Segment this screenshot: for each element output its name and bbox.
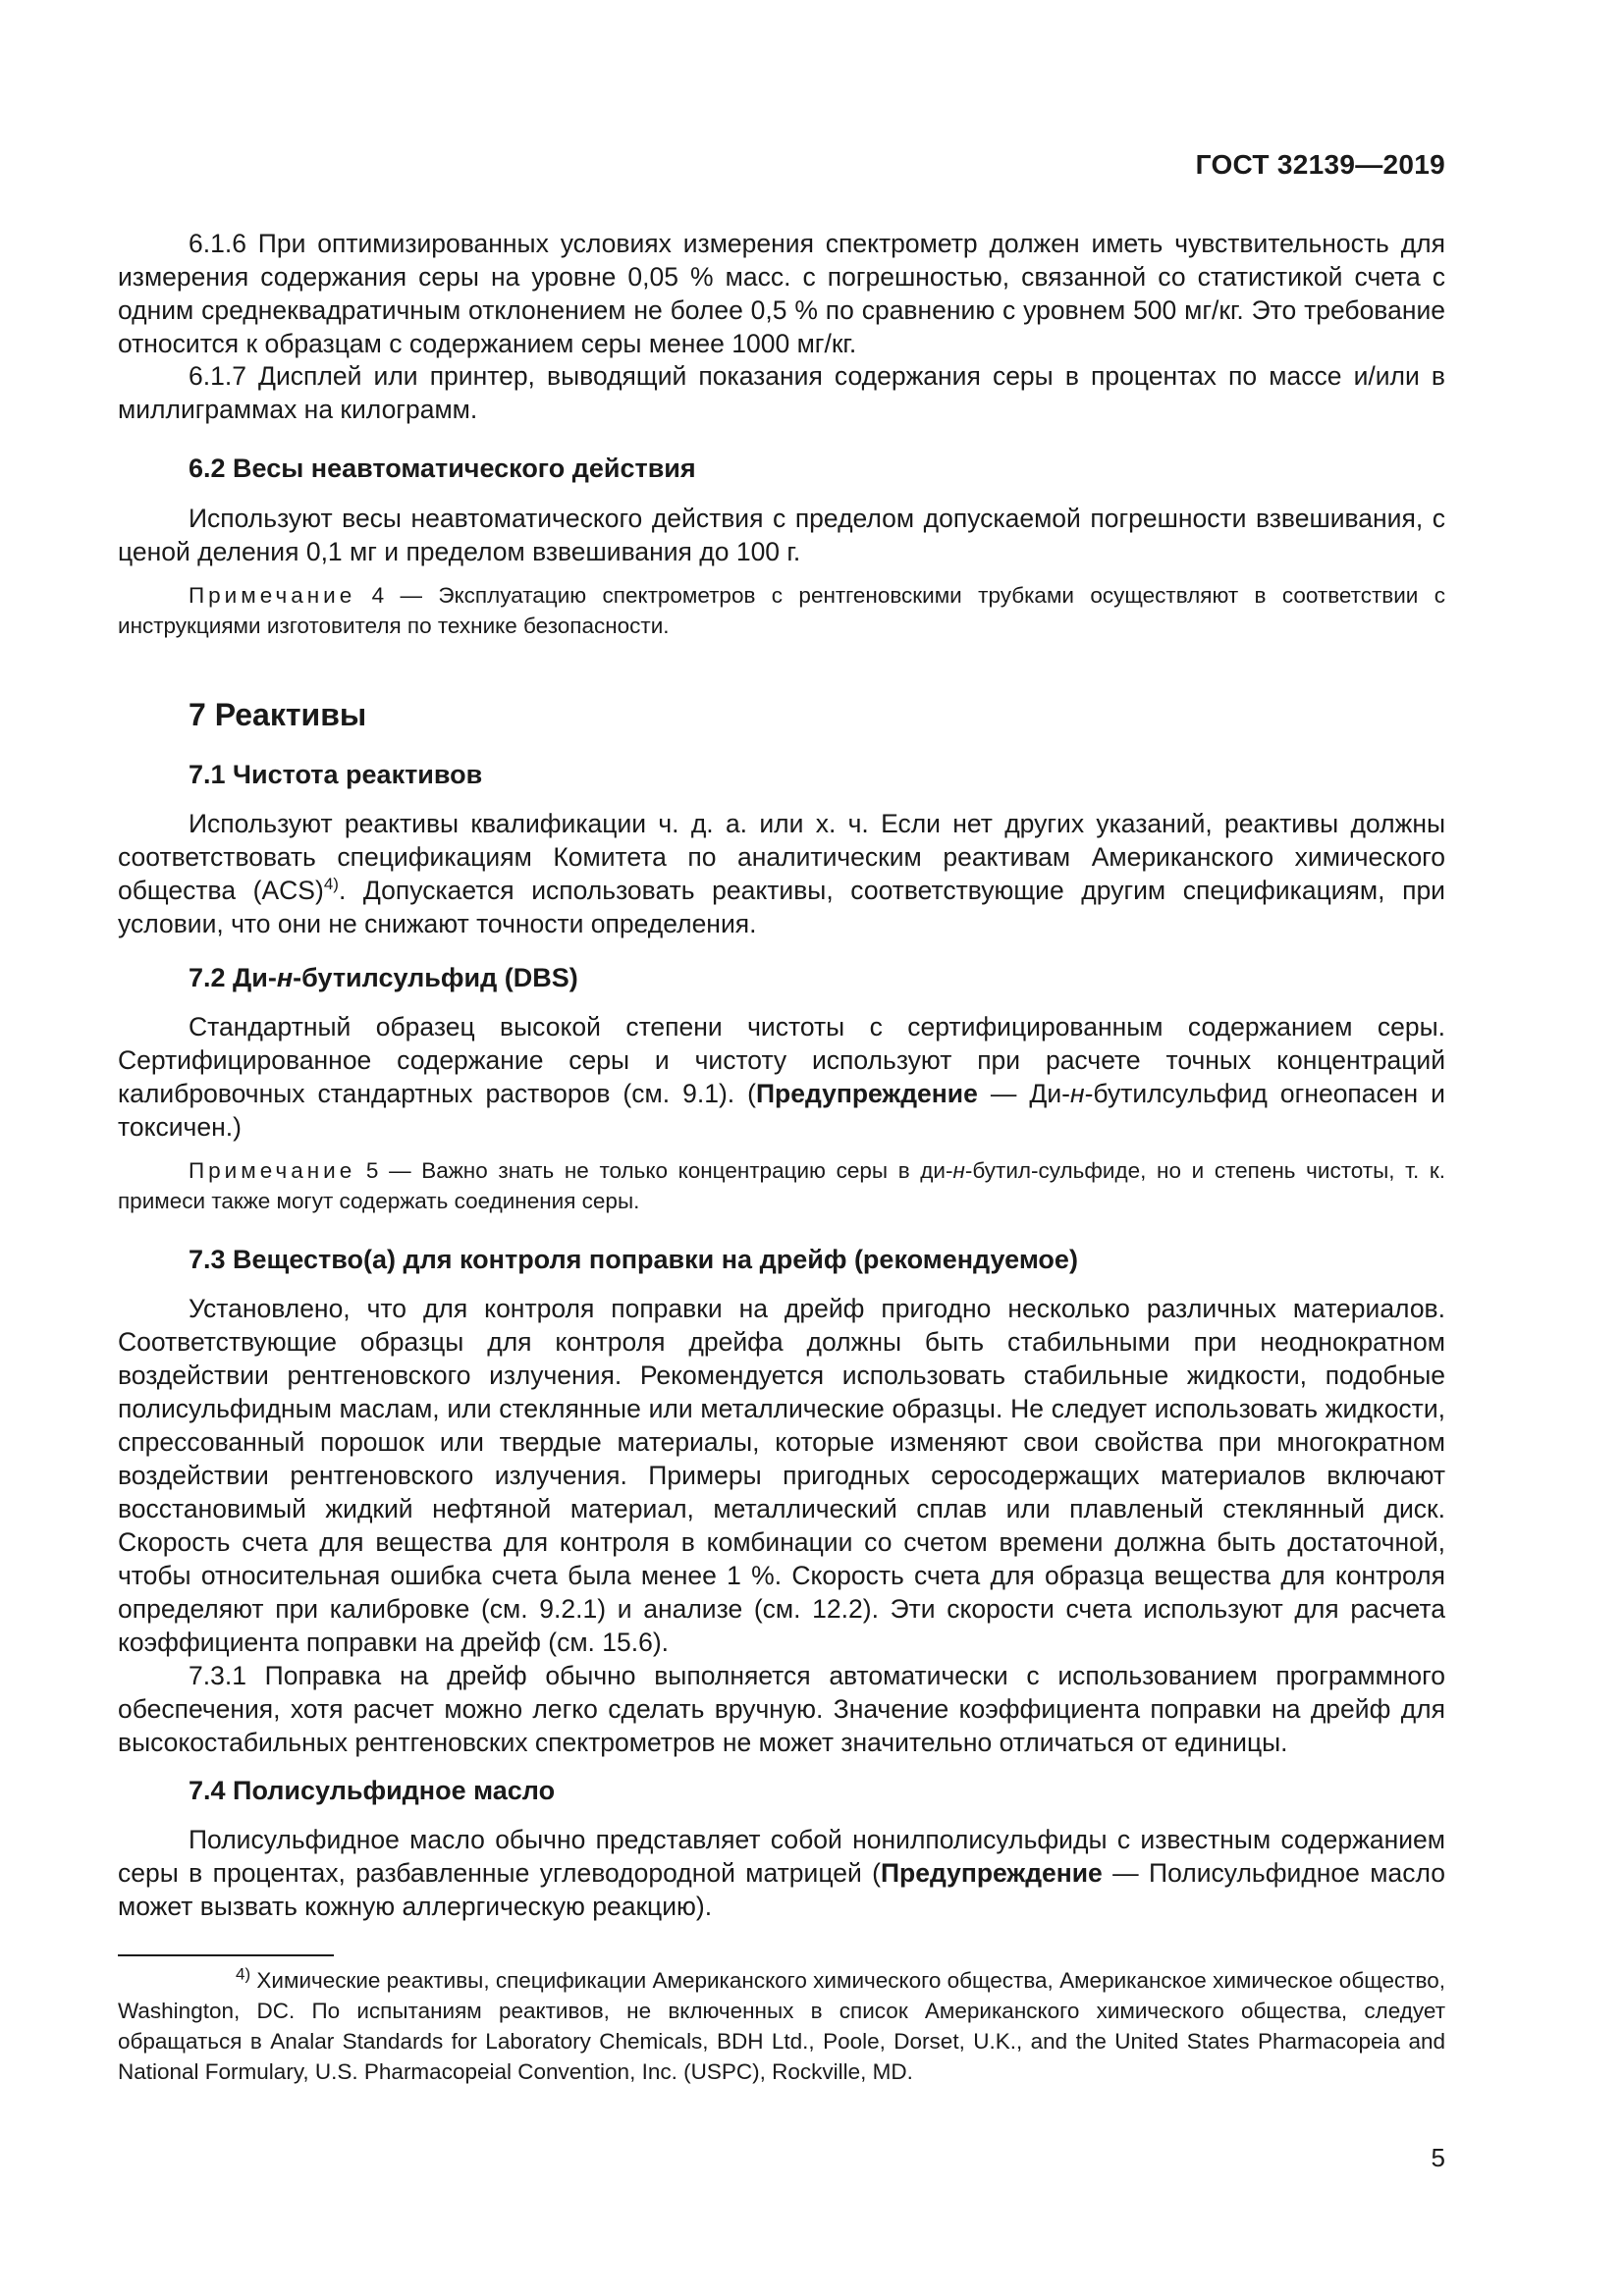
heading-7-3: 7.3 Вещество(а) для контроля поправки на дрейф (рекомендуемое)	[189, 1245, 1078, 1274]
paragraph-7-4: Полисульфидное масло обычно представляет собой нонилполисульфиды с известным содержанием серы в процентах, разбавленные углеводородной матрицей (Предупреждение — Полисульфидное масло может вызвать кожную аллергическую реакцию).	[118, 1825, 1445, 1921]
note-4	[118, 580, 1445, 641]
paragraph-7-3: Установлено, что для контроля поправки на дрейф пригодно несколько различных материалов. Соответствующие образцы для контроля дрейфа должны быть стабильными при неоднократном воздействии рентгеновского излучения. Рекомендуется использовать стабильные жидкости, подобные полисульфидным маслам, или стеклянные или металлические образцы. Не следует использовать жидкости, спрессованный порошок или твердые материалы, которые изменяют свои свойства при многократном воздействии рентгеновского излучения. Примеры пригодных серосодержащих материалов включают восстановимый жидкий нефтяной материал, металлический сплав или плавленый стеклянный диск. Скорость счета для вещества для контроля в комбинации со счетом времени должна быть достаточной, чтобы относительная ошибка счета была менее 1 %. Скорость счета для образца вещества для контроля определяют при калибровке (см. 9.2.1) и анализе (см. 12.2). Эти скорости счета используют для расчета коэффициента поправки на дрейф (см. 15.6).	[118, 1294, 1445, 1657]
warning-label: Предупреждение	[880, 1858, 1103, 1888]
heading-7: 7 Реактивы	[189, 697, 367, 732]
footnote-mark: 4)	[236, 1964, 251, 1984]
paragraph-7-3-1: 7.3.1 Поправка на дрейф обычно выполняется автоматически с использованием программного обеспечения, хотя расчет можно легко сделать вручную. Значение коэффициента поправки на дрейф для высокостабильных рентгеновских спектрометров не может значительно отличаться от единицы.	[118, 1661, 1445, 1757]
paragraph-6-1-7: 6.1.7 Дисплей или принтер, выводящий показания содержания серы в процентах по массе и/или в миллиграммах на килограмм.	[118, 361, 1445, 424]
paragraph-6-1-6: 6.1.6 При оптимизированных условиях измерения спектрометр должен иметь чувствительность для измерения содержания серы на уровне 0,05 % масс. с погрешностью, связанной со статистикой счета с одним среднеквадратичным отклонением не более 0,5 % по сравнению с уровнем 500 мг/кг. Это требование относится к образцам с содержанием серы менее 1000 мг/кг.	[118, 229, 1445, 358]
heading-7-2: 7.2 Ди-н-бутилсульфид (DBS)	[189, 963, 578, 992]
footnote-4: $^{4)}$ Химические реактивы, спецификации Американского химического общества, Американское химическое общество, Washington, DC. По испытаниям реактивов, не включенных в список Американского химического общества, следует обращаться в Analar Standards for Laboratory Chemicals, BDH Ltd., Poole, Dorset, U.K., and the United States Pharmacopeia and National Formulary, U.S. Pharmacopeial Convention, Inc. (USPC), Rockville, MD.	[118, 1964, 1445, 2084]
warning-label: Предупреждение	[756, 1079, 978, 1108]
document-code: ГОСТ 32139—2019	[1195, 149, 1445, 180]
note-text: 4 — Эксплуатацию спектрометров с рентгеновскими трубками осуществляют в соответствии с инструкциями изготовителя по технике безопасности.	[118, 583, 1445, 638]
paragraph-6-2: Используют весы неавтоматического действия с пределом допускаемой погрешности взвешивания, с ценой деления 0,1 мг и пределом взвешивания до 100 г.	[118, 504, 1445, 566]
note-5: Примечание 5 — Важно знать не только концентрацию серы в ди-н-бутил-сульфиде, но и степень чистоты, т. к. примеси также могут содержать соединения серы.	[118, 1158, 1445, 1213]
page-number: 5	[1431, 2143, 1445, 2172]
paragraph-7-1: Используют реактивы квалификации ч. д. а. или х. ч. Если нет других указаний, реактивы должны соответствовать спецификациям Комитета по аналитическим реактивам Американского химического общества (ACS)$^{4)}$. Допускается использовать реактивы, соответствующие другим спецификациям, при условии, что они не снижают точности определения.	[118, 809, 1445, 938]
heading-6-2: 6.2 Весы неавтоматического действия	[189, 454, 696, 483]
heading-7-4: 7.4 Полисульфидное масло	[189, 1776, 556, 1805]
paragraph-7-2: Стандартный образец высокой степени чистоты с сертифицированным содержанием серы. Сертифицированное содержание серы и чистоту используют при расчете точных концентраций калибровочных стандартных растворов (см. 9.1). (Предупреждение — Ди-н-бутилсульфид огнеопасен и токсичен.)	[118, 1012, 1445, 1142]
footnote-separator	[118, 1954, 334, 1956]
heading-7-1: 7.1 Чистота реактивов	[189, 760, 483, 789]
footnote-reference: 4)	[323, 875, 339, 894]
note-label: Примечание	[189, 583, 356, 608]
document-page	[118, 0, 1445, 2296]
note-label: Примечание	[189, 1158, 356, 1183]
